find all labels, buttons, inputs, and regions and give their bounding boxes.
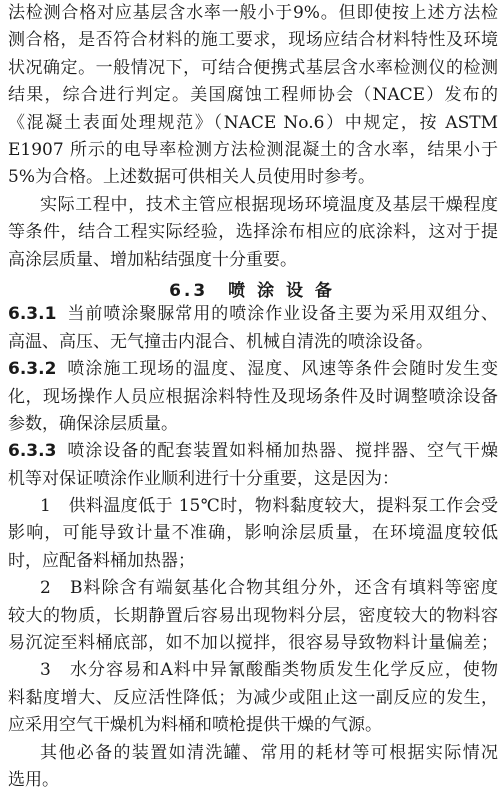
section-heading: 6.3 喷 涂 设 备 xyxy=(169,281,335,301)
text-line: 料黏度增大、反应活性降低；为减少或阻止这一副反应的发生， xyxy=(8,688,498,708)
text-line: 较大的物质，长期静置后容易出现物料分层，密度较大的物料容 xyxy=(8,606,498,626)
list-item-line: 3 水分容易和A料中异氰酸酯类物质发生化学反应，使物 xyxy=(40,660,498,680)
text-line: 影响，可能导致计量不准确，影响涂层质量，在环境温度较低 xyxy=(8,523,498,543)
text-line: 参数，确保涂层质量。 xyxy=(8,414,178,434)
clause-number: 6.3.1 xyxy=(8,304,57,324)
text-line: 《混凝土表面处理规范》（NACE No.6）中规定，按 ASTM xyxy=(8,113,498,133)
text-line: 结果，综合进行判定。美国腐蚀工程师协会（NACE）发布的 xyxy=(8,85,498,105)
text-line: 实际工程中，技术主管应根据现场环境温度及基层干燥程度 xyxy=(40,195,498,215)
list-item-line: 1 供料温度低于 15℃时，物料黏度较大，提料泵工作会受 xyxy=(40,496,498,516)
text-line: 法检测合格对应基层含水率一般小于9%。但即使按上述方法检 xyxy=(8,3,498,23)
clause-text: 喷涂设备的配套装置如料桶加热器、搅拌器、空气干燥 xyxy=(66,441,498,461)
clause-line xyxy=(8,358,498,380)
list-item-line: 2 B料除含有端氨基化合物其组分外，还含有填料等密度 xyxy=(40,578,498,598)
text-line: 应采用空气干燥机为料桶和喷枪提供干燥的气源。 xyxy=(8,715,382,735)
text-line: 易沉淀至料桶底部，如不加以搅拌，很容易导致物料计量偏差； xyxy=(8,633,498,653)
text-line: 状况确定。一般情况下，可结合便携式基层含水率检测仪的检测 xyxy=(8,58,498,78)
clause-line xyxy=(8,303,498,325)
text-line: 5%为合格。上述数据可供相关人员使用时参考。 xyxy=(8,167,375,187)
clause-text: 当前喷涂聚脲常用的喷涂作业设备主要为采用双组分、 xyxy=(66,304,498,324)
text-line: 高温、高压、无气撞击内混合、机械自清洗的喷涂设备。 xyxy=(8,332,433,352)
text-line: 选用。 xyxy=(8,770,59,790)
clause-number: 6.3.3 xyxy=(8,441,57,461)
clause-line xyxy=(8,440,498,462)
text-line: 其他必备的装置如清洗罐、常用的耗材等可根据实际情况 xyxy=(40,743,498,763)
text-line: 等条件，结合工程实际经验，选择涂布相应的底涂料，这对于提 xyxy=(8,222,498,242)
text-line: 化，现场操作人员应根据涂料特性及现场条件及时调整喷涂设备 xyxy=(8,387,498,407)
text-line: 高涂层质量、增加粘结强度十分重要。 xyxy=(8,250,297,270)
text-line: 机等对保证喷涂作业顺利进行十分重要，这是因为： xyxy=(8,469,399,489)
clause-text: 喷涂施工现场的温度、湿度、风速等条件会随时发生变 xyxy=(66,359,498,379)
text-line: 测合格，是否符合材料的施工要求，现场应结合材料特性及环境 xyxy=(8,30,498,50)
clause-number: 6.3.2 xyxy=(8,359,57,379)
text-line: E1907 所示的电导率检测方法检测混凝土的含水率，结果小于 xyxy=(8,140,498,160)
text-line: 时，应配备料桶加热器； xyxy=(8,551,195,571)
